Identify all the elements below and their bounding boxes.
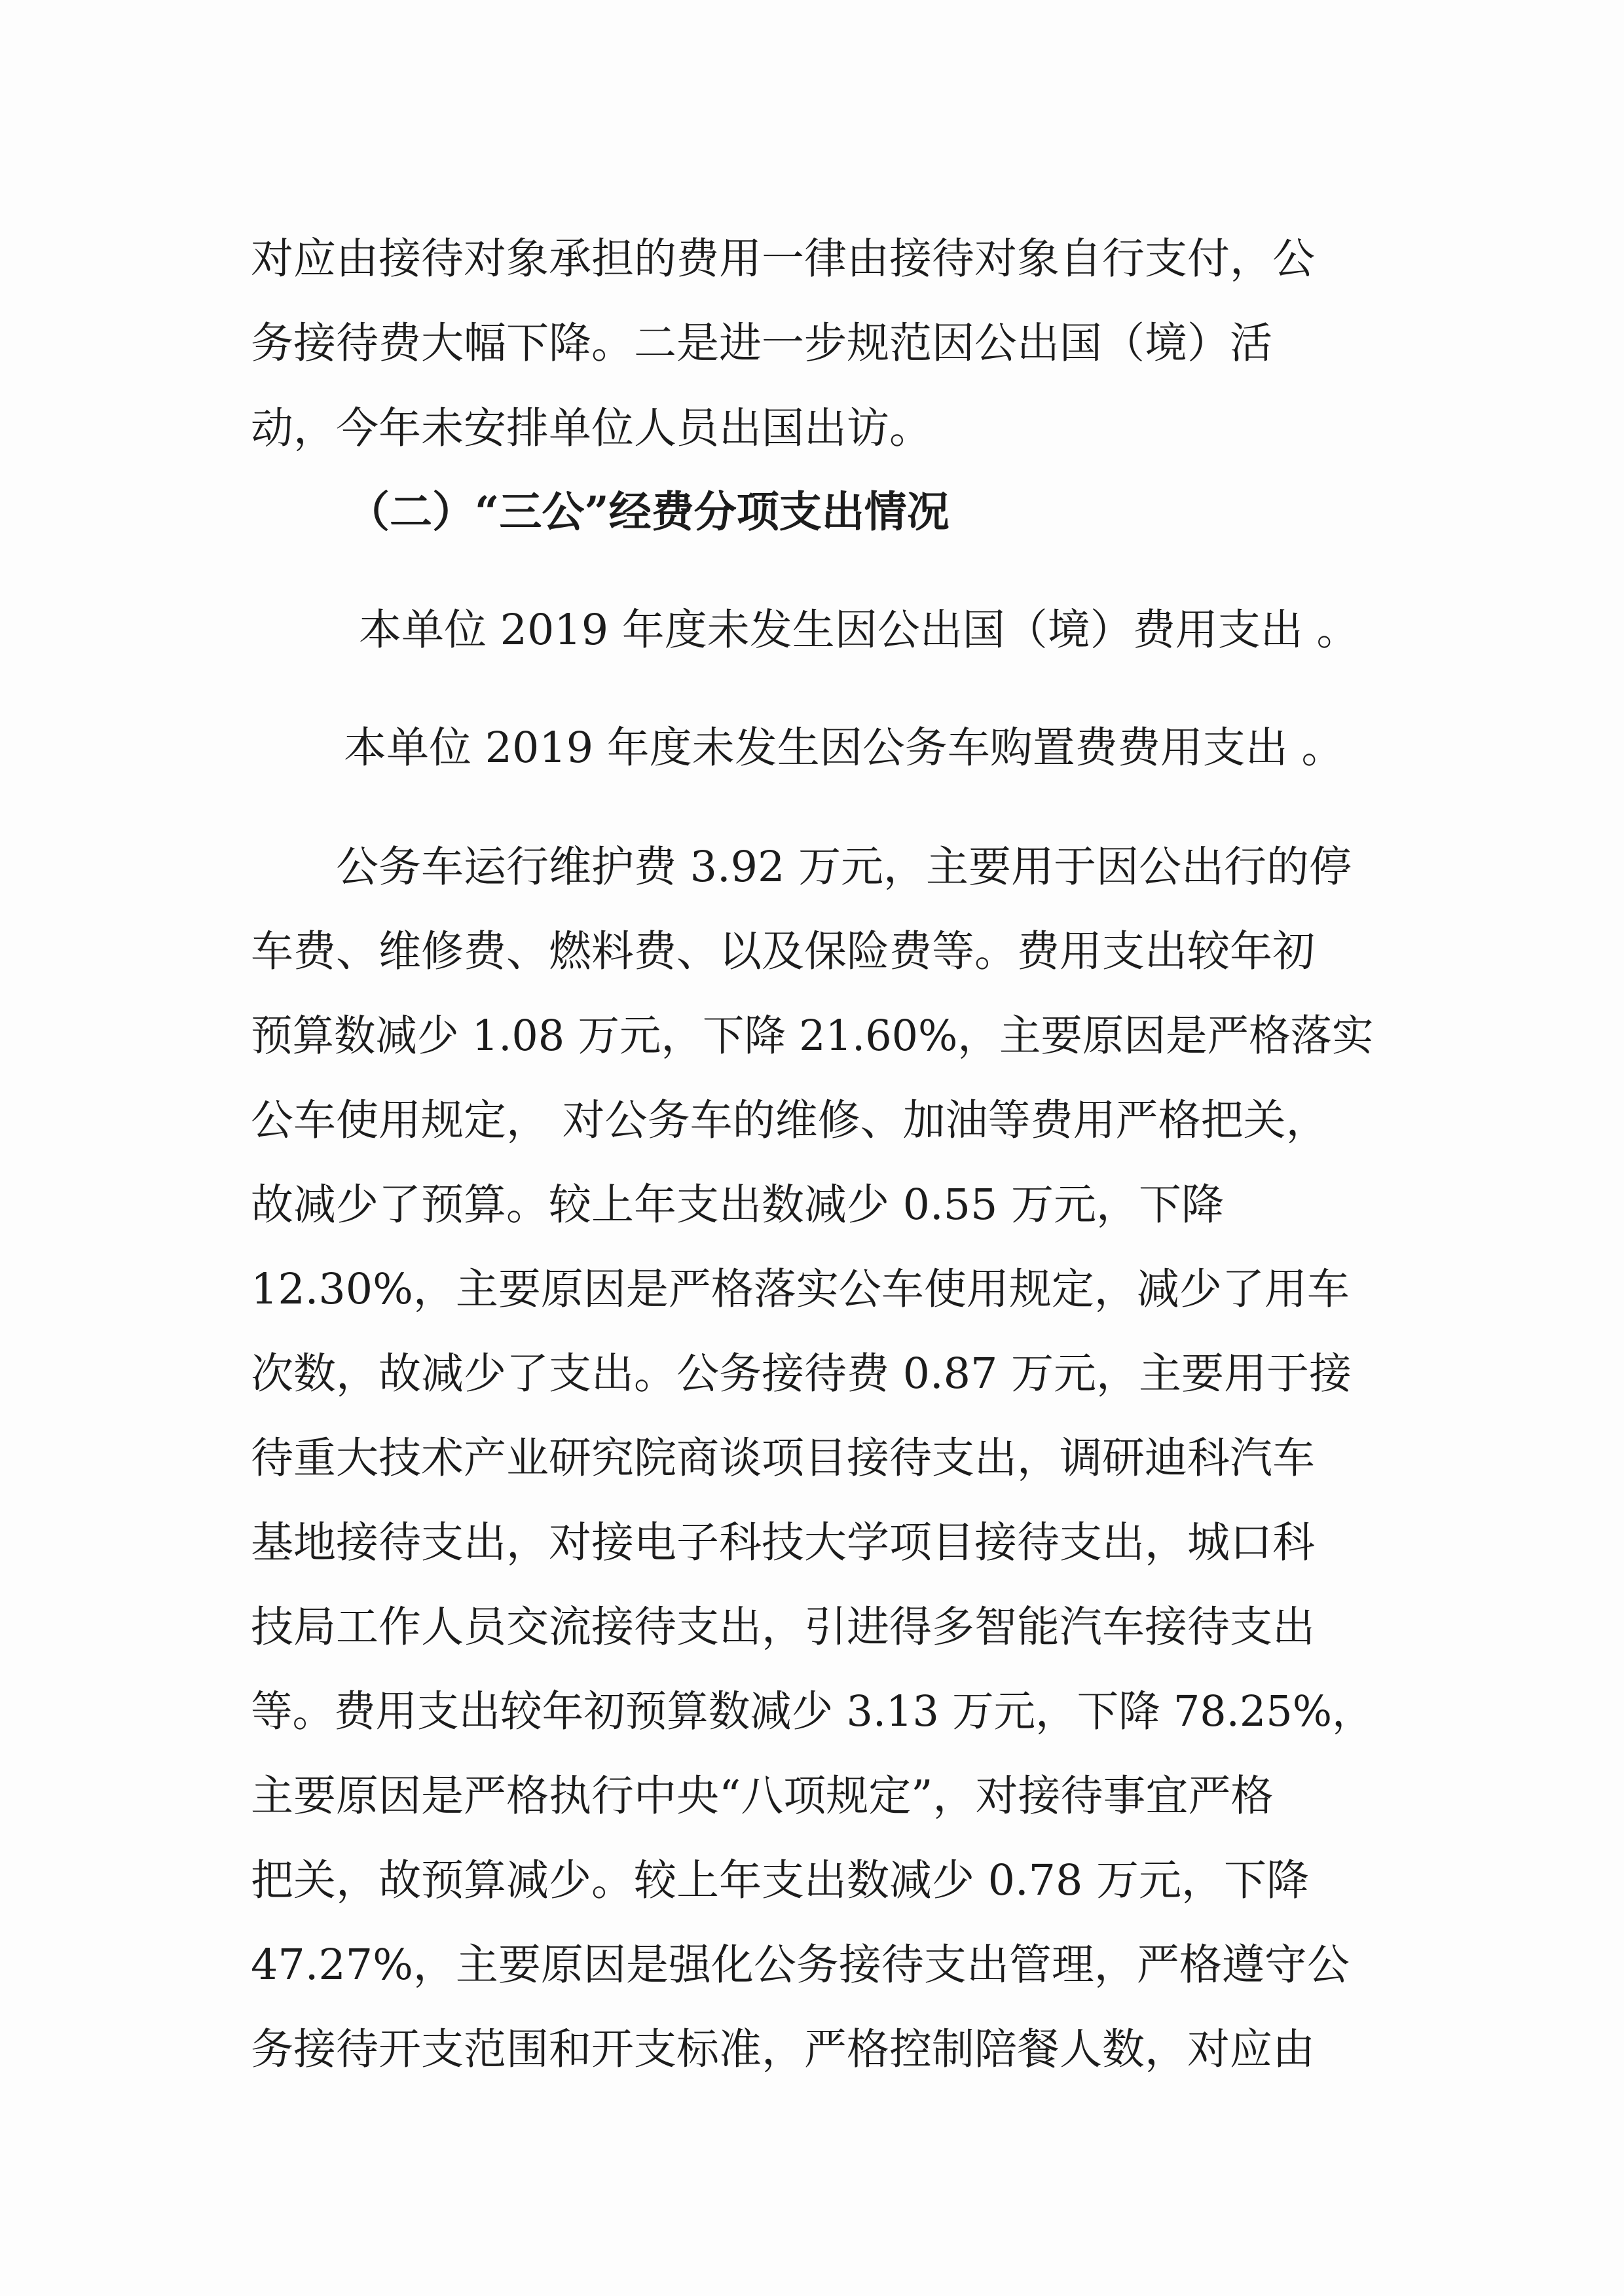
para4-line-10: 技局工作人员交流接待支出，引进得多智能汽车接待支出 [251, 1603, 1316, 1652]
para4-line-9: 基地接待支出，对接电子科技大学项目接待支出，城口科 [251, 1518, 1316, 1567]
para4-line-3: 预算数减少 1.08 万元，下降 21.60%，主要原因是严格落实 [251, 1011, 1374, 1061]
section-heading: （二）“三公”经费分项支出情况 [347, 487, 950, 537]
para1-line-3: 动，今年未安排单位人员出国出访。 [251, 404, 932, 453]
para4-line-7: 次数，故减少了支出。公务接待费 0.87 万元，主要用于接 [251, 1349, 1352, 1398]
para4-line-4: 公车使用规定， 对公务车的维修、加油等费用严格把关， [251, 1096, 1329, 1145]
para4-line-13: 把关，故预算减少。较上年支出数减少 0.78 万元，下降 [251, 1856, 1310, 1905]
para4-line-6: 12.30%，主要原因是严格落实公车使用规定，减少了用车 [251, 1265, 1350, 1314]
para3-line: 本单位 2019 年度未发生因公务车购置费费用支出 。 [344, 723, 1344, 773]
para4-line-11: 等。费用支出较年初预算数减少 3.13 万元，下降 78.25%， [251, 1687, 1374, 1736]
para4-line-1: 公务车运行维护费 3.92 万元，主要用于因公出行的停 [336, 843, 1352, 892]
para4-line-5: 故减少了预算。较上年支出数减少 0.55 万元，下降 [251, 1180, 1225, 1230]
para4-line-12: 主要原因是严格执行中央“八项规定”，对接待事宜严格 [251, 1772, 1274, 1821]
para2-line: 本单位 2019 年度未发生因公出国（境）费用支出 。 [359, 606, 1359, 655]
para1-line-1: 对应由接待对象承担的费用一律由接待对象自行支付，公 [251, 234, 1316, 283]
para4-line-14: 47.27%，主要原因是强化公务接待支出管理，严格遵守公 [251, 1941, 1350, 1990]
para4-line-15: 务接待开支范围和开支标准，严格控制陪餐人数，对应由 [251, 2025, 1316, 2074]
para1-line-2: 务接待费大幅下降。二是进一步规范因公出国（境）活 [251, 319, 1273, 368]
para4-line-8: 待重大技术产业研究院商谈项目接待支出，调研迪科汽车 [251, 1434, 1316, 1483]
para4-line-2: 车费、维修费、燃料费、以及保险费等。费用支出较年初 [251, 927, 1316, 976]
